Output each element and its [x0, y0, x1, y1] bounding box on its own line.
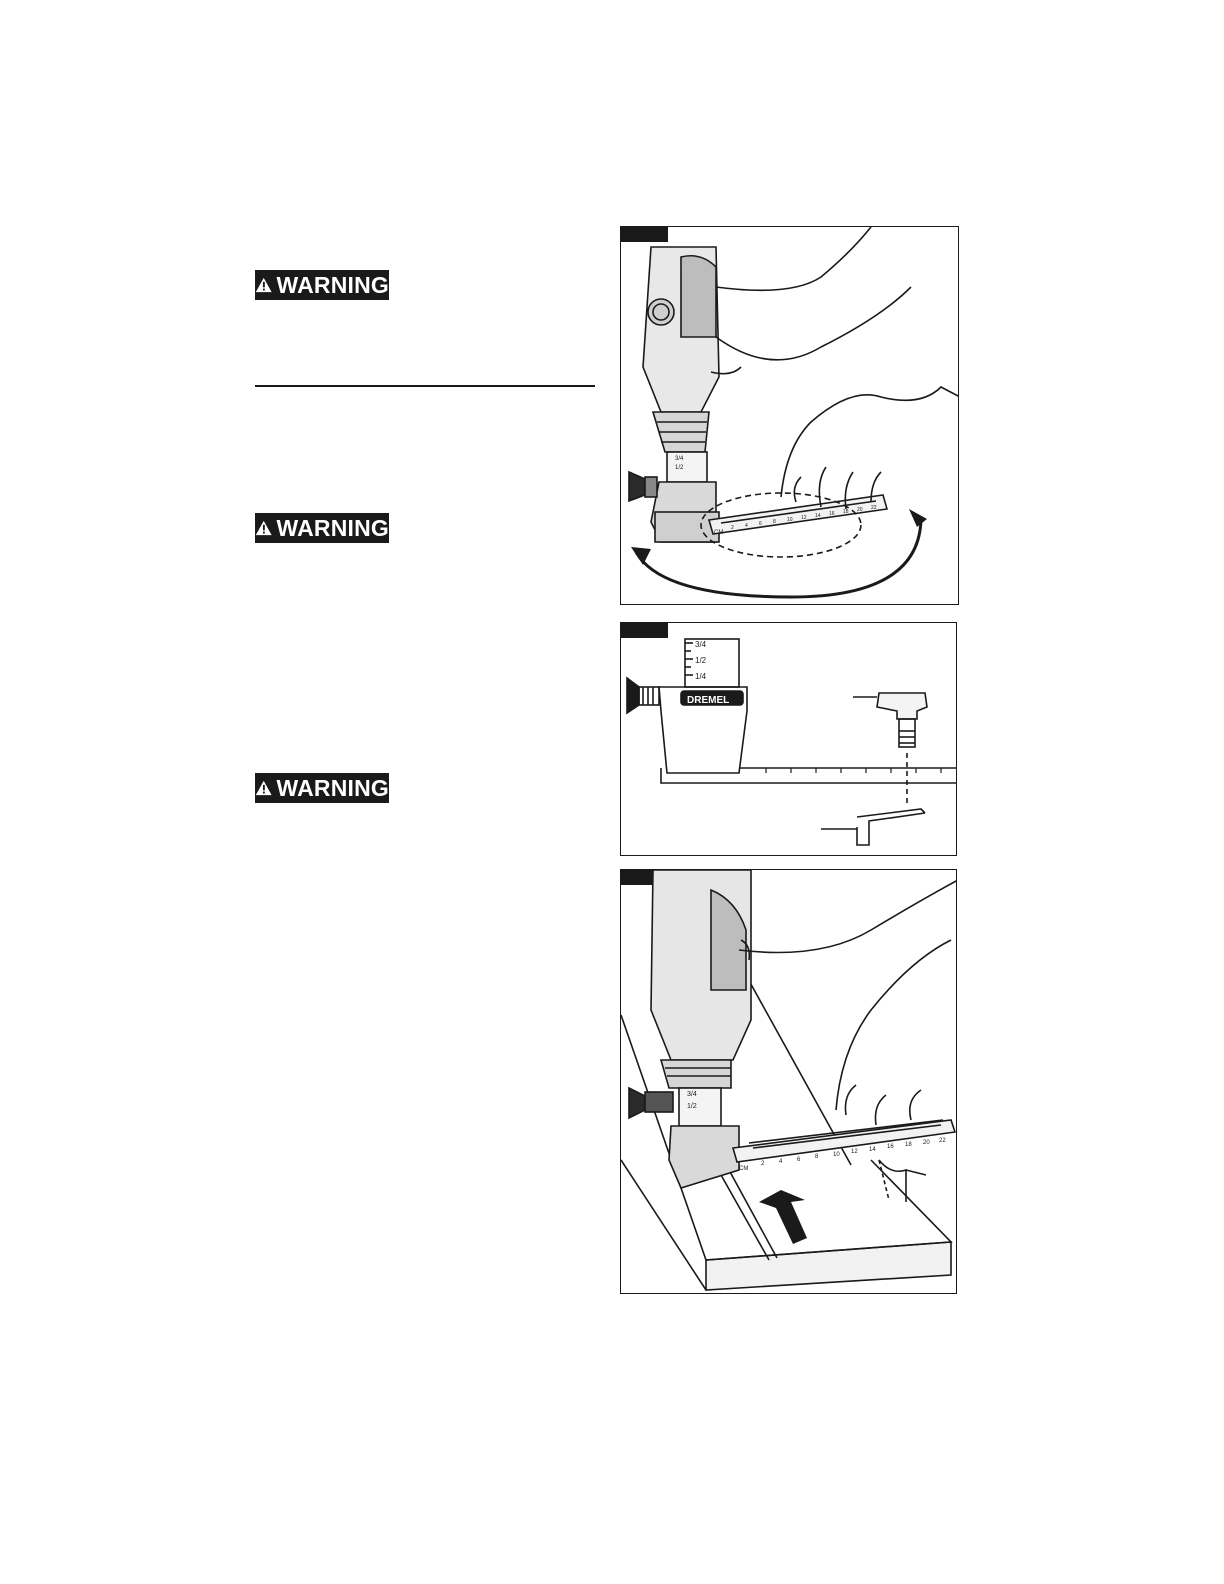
- svg-text:3/4: 3/4: [675, 456, 684, 462]
- svg-text:18: 18: [905, 1142, 912, 1148]
- svg-text:8: 8: [815, 1154, 819, 1160]
- svg-text:22: 22: [871, 505, 877, 511]
- svg-text:1/2: 1/2: [675, 465, 684, 471]
- svg-text:16: 16: [887, 1144, 894, 1150]
- svg-text:4: 4: [779, 1159, 783, 1165]
- figure-pivot-pin-detail: [620, 622, 957, 856]
- svg-text:16: 16: [829, 511, 835, 517]
- svg-text:20: 20: [857, 507, 863, 513]
- section-divider: [255, 385, 595, 387]
- warning-label-2: [255, 513, 389, 543]
- svg-text:20: 20: [923, 1140, 930, 1146]
- svg-text:6: 6: [759, 521, 762, 527]
- circle-cutting-illustration: [621, 227, 959, 605]
- warning-triangle-icon: [255, 778, 272, 798]
- rotation-arrow-icon: [631, 547, 651, 565]
- ruler-unit-label: CM: [714, 530, 724, 536]
- svg-text:2: 2: [761, 1161, 765, 1167]
- svg-text:10: 10: [833, 1152, 840, 1158]
- warning-text: WARNING: [276, 514, 389, 541]
- svg-text:14: 14: [869, 1147, 876, 1153]
- warning-label-3: [255, 773, 389, 803]
- svg-text:2: 2: [731, 525, 734, 531]
- svg-text:18: 18: [843, 509, 849, 515]
- svg-text:6: 6: [797, 1157, 801, 1163]
- figure-circle-cutting: [620, 226, 959, 605]
- svg-text:8: 8: [773, 519, 776, 525]
- warning-triangle-icon: [255, 275, 272, 295]
- warning-triangle-icon: [255, 518, 272, 538]
- svg-text:1/4: 1/4: [695, 672, 707, 681]
- figure-straight-cutting: [620, 869, 957, 1294]
- feed-direction-arrow-icon: [759, 1190, 807, 1244]
- svg-text:3/4: 3/4: [687, 1091, 697, 1098]
- svg-text:1/2: 1/2: [687, 1103, 697, 1110]
- svg-text:10: 10: [787, 517, 793, 523]
- svg-text:22: 22: [939, 1138, 946, 1144]
- svg-text:4: 4: [745, 523, 748, 529]
- brand-logo: DREMEL: [687, 695, 730, 706]
- warning-label-1: [255, 270, 389, 300]
- svg-text:3/4: 3/4: [695, 640, 707, 649]
- ruler-unit-label: CM: [739, 1166, 749, 1172]
- straight-cutting-illustration: [621, 870, 957, 1294]
- warning-text: WARNING: [276, 774, 389, 801]
- pivot-pin-illustration: [621, 623, 957, 856]
- svg-text:12: 12: [851, 1149, 858, 1155]
- svg-text:12: 12: [801, 515, 807, 521]
- svg-text:14: 14: [815, 513, 821, 519]
- warning-text: WARNING: [276, 271, 389, 298]
- svg-text:1/2: 1/2: [695, 656, 707, 665]
